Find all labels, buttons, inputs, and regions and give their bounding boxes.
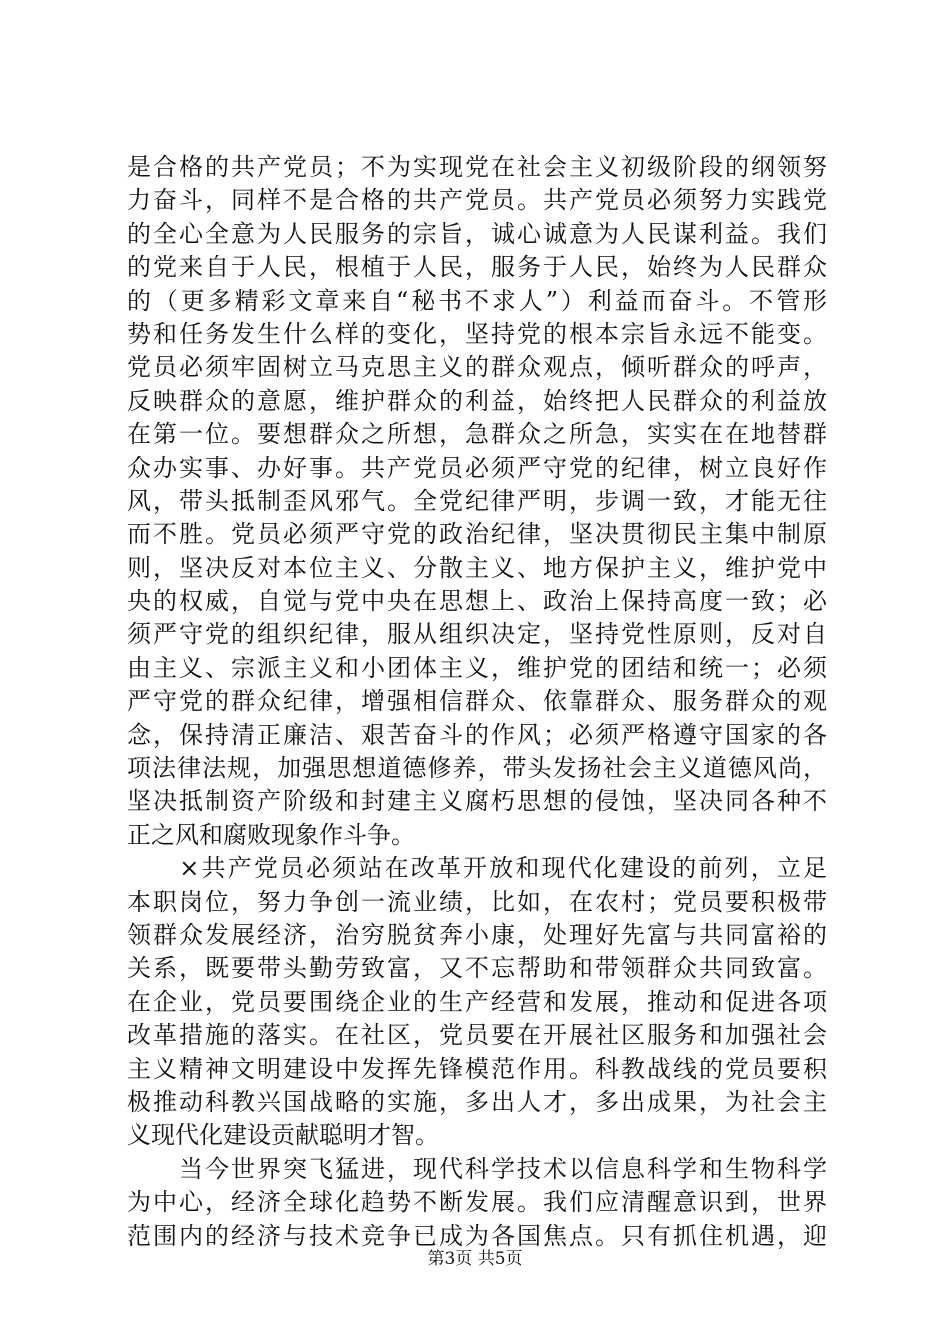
text-line: 极推动科教兴国战略的实施，多出人才，多出成果，为社会主 — [127, 1087, 827, 1116]
text-line: 须严守党的组织纪律，服从组织决定，坚持党性原则，反对自 — [127, 620, 827, 649]
text-line: 风，带头抵制歪风邪气。全党纪律严明，步调一致，才能无往 — [127, 486, 827, 515]
text-line: 的党来自于人民，根植于人民，服务于人民，始终为人民群众 — [127, 253, 827, 282]
text-line: 为中心，经济全球化趋势不断发展。我们应清醒意识到，世界 — [127, 1188, 827, 1217]
text-line: 势和任务发生什么样的变化，坚持党的根本宗旨永远不能变。 — [127, 319, 827, 348]
text-line: 改革措施的落实。在社区，党员要在开展社区服务和加强社会 — [127, 1021, 827, 1050]
text-line: 是合格的共产党员；不为实现党在社会主义初级阶段的纲领努 — [127, 153, 827, 181]
text-line: 坚决抵制资产阶级和封建主义腐朽思想的侵蚀，坚决同各种不 — [127, 787, 827, 816]
text-line: ×共产党员必须站在改革开放和现代化建设的前列，立足 — [127, 854, 827, 883]
text-line: 在企业，党员要围绕企业的生产经营和发展，推动和促进各项 — [127, 987, 827, 1016]
text-line: 的（更多精彩文章来自“秘书不求人”）利益而奋斗。不管形 — [127, 286, 827, 315]
text-line: 项法律法规，加强思想道德修养，带头发扬社会主义道德风尚， — [127, 754, 827, 783]
text-line: 由主义、宗派主义和小团体主义，维护党的团结和统一；必须 — [127, 653, 827, 682]
text-line: 众办实事、办好事。共产党员必须严守党的纪律，树立良好作 — [127, 453, 827, 482]
text-line: 反映群众的意愿，维护群众的利益，始终把人民群众的利益放 — [127, 386, 827, 415]
text-line: 严守党的群众纪律，增强相信群众、依靠群众、服务群众的观 — [127, 687, 827, 716]
text-line: 本职岗位，努力争创一流业绩，比如，在农村；党员要积极带 — [127, 887, 827, 916]
text-line: 正之风和腐败现象作斗争。 — [127, 820, 415, 849]
document-body — [127, 151, 827, 1253]
text-line: 关系，既要带头勤劳致富，又不忘帮助和带领群众共同致富。 — [127, 954, 827, 983]
text-line: 则，坚决反对本位主义、分散主义、地方保护主义，维护党中 — [127, 553, 827, 582]
text-line: 央的权威，自觉与党中央在思想上、政治上保持高度一致；必 — [127, 587, 827, 616]
text-line: 而不胜。党员必须严守党的政治纪律，坚决贯彻民主集中制原 — [127, 520, 827, 549]
text-line: 义现代化建设贡献聪明才智。 — [127, 1121, 439, 1150]
text-line: 的全心全意为人民服务的宗旨，诚心诚意为人民谋利益。我们 — [127, 219, 827, 248]
text-line: 范围内的经济与技术竞争已成为各国焦点。只有抓住机遇，迎 — [127, 1221, 827, 1250]
page-footer: 第3页 共5页 — [427, 1249, 523, 1269]
text-line: 党员必须牢固树立马克思主义的群众观点，倾听群众的呼声， — [127, 353, 827, 382]
text-line: 领群众发展经济，治穷脱贫奔小康，处理好先富与共同富裕的 — [127, 920, 827, 949]
text-line: 主义精神文明建设中发挥先锋模范作用。科教战线的党员要积 — [127, 1054, 827, 1083]
text-line: 在第一位。要想群众之所想，急群众之所急，实实在在地替群 — [127, 420, 827, 449]
text-line: 念，保持清正廉洁、艰苦奋斗的作风；必须严格遵守国家的各 — [127, 720, 827, 749]
text-line: 力奋斗，同样不是合格的共产党员。共产党员必须努力实践党 — [127, 186, 827, 215]
text-line: 当今世界突飞猛进，现代科学技术以信息科学和生物科学 — [127, 1154, 827, 1183]
